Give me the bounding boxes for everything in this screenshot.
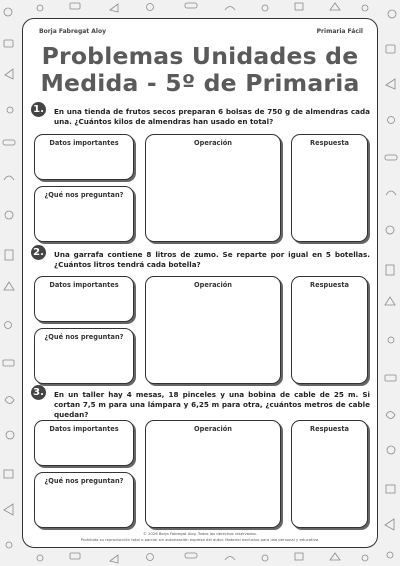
license-line: Prohibida su reproducción total o parcial sin autorización expresa del autor. Material exclusivo para uso personal y educativo. [80,537,320,542]
problem-2-pregunta-box[interactable] [34,328,134,384]
problem-1-datos-box[interactable] [34,134,134,180]
problem-1-respuesta-box[interactable] [291,134,368,242]
problem-3-datos-box[interactable] [34,420,134,466]
respuesta-label: Respuesta [310,425,349,433]
problem-1-number: 1. [31,102,46,117]
operacion-label: Operación [194,425,232,433]
problem-1-text: En una tienda de frutos secos preparan 6 bolsas de 750 g de almendras cada una. ¿Cuántos kilos de almendras han usado en total? [54,107,370,126]
pregunta-label: ¿Qué nos preguntan? [44,477,124,485]
datos-label: Datos importantes [49,425,119,433]
brand-name: Primaria Fácil [316,28,363,35]
problem-2-operacion-box[interactable] [145,276,281,384]
datos-label: Datos importantes [49,139,119,147]
problem-2-text: Una garrafa contiene 8 litros de zumo. Se reparte por igual en 5 botellas. ¿Cuántos litros tendrá cada botella? [54,250,370,269]
problem-3-operacion-box[interactable] [145,420,281,528]
operacion-label: Operación [194,281,232,289]
respuesta-label: Respuesta [310,281,349,289]
problem-2-number: 2. [31,245,46,260]
author-name: Borja Fabregat Aloy [39,28,107,35]
problem-1-operacion-box[interactable] [145,134,281,242]
problem-2-respuesta-box[interactable] [291,276,368,384]
copyright-line: © 2026 Borja Fabregat Aloy. Todos los derechos reservados. [142,531,258,536]
problem-2-datos-box[interactable] [34,276,134,322]
page-title-line-2: Medida - 5º de Primaria [40,69,360,97]
problem-3-respuesta-box[interactable] [291,420,368,528]
problem-1-pregunta-box[interactable] [34,186,134,242]
problem-3-text: En un taller hay 4 mesas, 18 pinceles y una bobina de cable de 25 m. Si cortan 7,5 m para una lámpara y 6,25 m para otra, ¿cuántos metros de cable quedan? [54,390,370,419]
page-title-line-1: Problemas Unidades de [41,42,359,70]
pregunta-label: ¿Qué nos preguntan? [44,191,124,199]
operacion-label: Operación [194,139,232,147]
problem-3-pregunta-box[interactable] [34,472,134,528]
respuesta-label: Respuesta [310,139,349,147]
problem-3-number: 3. [31,385,46,400]
datos-label: Datos importantes [49,281,119,289]
pregunta-label: ¿Qué nos preguntan? [44,333,124,341]
worksheet-page [22,18,378,548]
